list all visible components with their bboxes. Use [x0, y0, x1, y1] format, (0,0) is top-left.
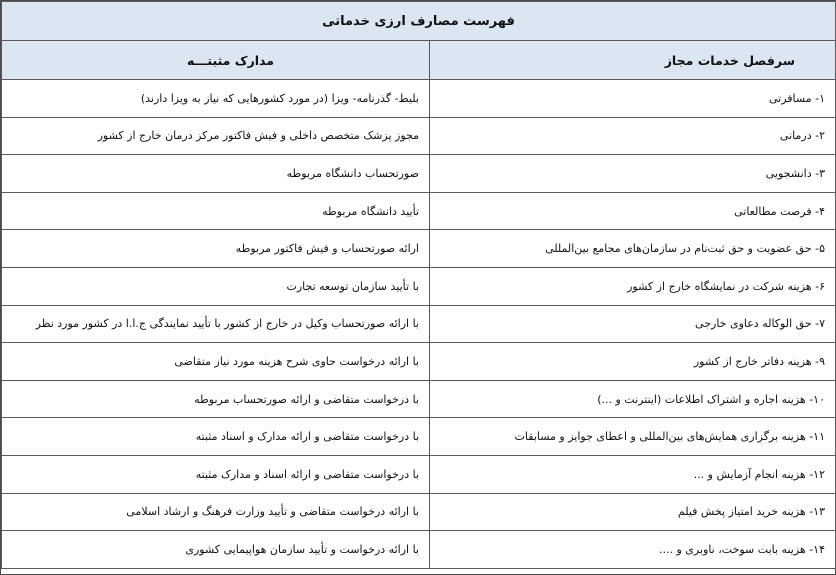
table-row	[2, 418, 836, 456]
service-column-header: سرفصل خدمات مجاز	[430, 41, 836, 80]
table-row	[2, 267, 836, 305]
service-cell: ۱- مسافرتی	[430, 80, 836, 118]
documents-cell: ارائه صورتحساب و فیش فاکتور مربوطه	[2, 230, 430, 268]
service-cell: ۱۲- هزینه انجام آزمایش و ...	[430, 455, 836, 493]
documents-cell: با درخواست متقاضی و ارائه صورتحساب مربوطه	[2, 380, 430, 418]
service-cell: ۷- حق الوکاله دعاوی خارجی	[430, 305, 836, 343]
service-cell: ۵- حق عضویت و حق ثبت‌نام در سازمان‌های مجامع بین‌المللی	[430, 230, 836, 268]
documents-cell: با درخواست متقاضی و ارائه مدارک و اسناد مثبته	[2, 418, 430, 456]
service-cell: ۳- دانشجویی	[430, 155, 836, 193]
service-cell: ۱۱- هزینه برگزاری همایش‌های بین‌المللی و اعطای جوایز و مسابقات	[430, 418, 836, 456]
documents-column-header: مدارک مثبتـــه	[2, 41, 430, 80]
documents-cell: تأیید دانشگاه مربوطه	[2, 192, 430, 230]
service-cell: ۲- درمانی	[430, 117, 836, 155]
service-cell: ۱۰- هزینه اجاره و اشتراک اطلاعات (اینترنت و ...)	[430, 380, 836, 418]
documents-cell: با ارائه درخواست حاوی شرح هزینه مورد نیاز متقاضی	[2, 343, 430, 381]
documents-cell: با درخواست متقاضی و ارائه اسناد و مدارک مثبته	[2, 455, 430, 493]
table-row	[2, 531, 836, 569]
table-header-row	[2, 41, 836, 80]
table-row	[2, 305, 836, 343]
documents-cell: با ارائه درخواست متقاضی و تأیید وزارت فرهنگ و ارشاد اسلامی	[2, 493, 430, 531]
table-body	[2, 80, 836, 569]
table-row	[2, 455, 836, 493]
documents-cell: مجوز پزشک متخصص داخلی و فیش فاکتور مرکز درمان خارج از کشور	[2, 117, 430, 155]
service-cell: ۹- هزینه دفاتر خارج از کشور	[430, 343, 836, 381]
service-cell: ۱۴- هزینه بابت سوخت، ناوبری و ....	[430, 531, 836, 569]
table-row	[2, 117, 836, 155]
documents-cell: بلیط- گذرنامه- ویزا (در مورد کشورهایی که نیاز به ویزا دارند)	[2, 80, 430, 118]
documents-cell: با تأیید سازمان توسعه تجارت	[2, 267, 430, 305]
table-row	[2, 230, 836, 268]
table-row	[2, 80, 836, 118]
service-cell: ۱۳- هزینه خرید امتیاز پخش فیلم	[430, 493, 836, 531]
expense-table	[1, 1, 836, 569]
table-row	[2, 155, 836, 193]
documents-cell: صورتحساب دانشگاه مربوطه	[2, 155, 430, 193]
table-row	[2, 380, 836, 418]
table-row	[2, 192, 836, 230]
documents-cell: با ارائه صورتحساب وکیل در خارج از کشور با تأیید نمایندگی ج.ا.ا در کشور مورد نظر	[2, 305, 430, 343]
service-cell: ۶- هزینه شرکت در نمایشگاه خارج از کشور	[430, 267, 836, 305]
table-row	[2, 493, 836, 531]
service-cell: ۴- فرصت مطالعاتی	[430, 192, 836, 230]
table-title: فهرست مصارف ارزی خدماتی	[2, 2, 836, 41]
documents-cell: با ارائه درخواست و تأیید سازمان هواپیمایی کشوری	[2, 531, 430, 569]
table-title-row	[2, 2, 836, 41]
table-row	[2, 343, 836, 381]
